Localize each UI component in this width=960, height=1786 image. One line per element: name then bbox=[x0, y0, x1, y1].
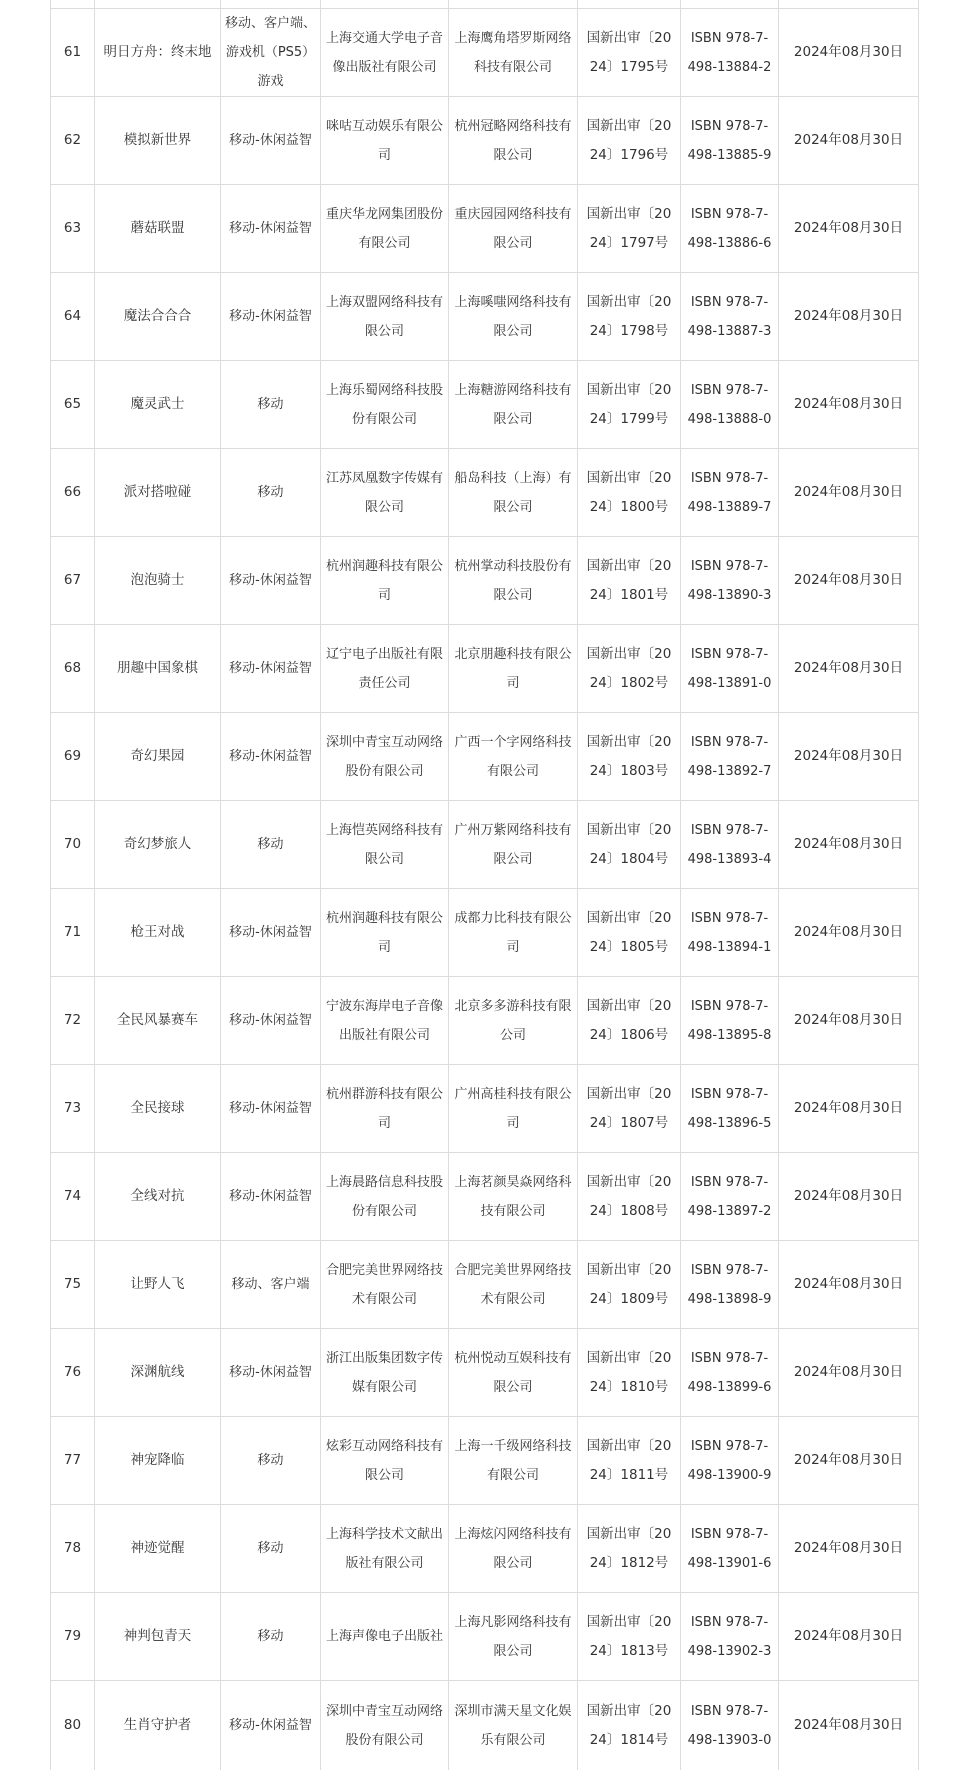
game-category: 移动 bbox=[220, 1593, 320, 1680]
publisher-name: 杭州润趣科技有限公司 bbox=[320, 537, 448, 624]
approval-number: 国新出审〔2024〕1807号 bbox=[577, 1065, 680, 1152]
isbn-number: ISBN 978-7-498-13903-0 bbox=[680, 1681, 778, 1770]
game-name: 神宠降临 bbox=[94, 1417, 220, 1504]
game-category: 移动 bbox=[220, 801, 320, 888]
approval-date: 2024年08月30日 bbox=[778, 9, 919, 96]
table-row bbox=[50, 448, 919, 536]
row-number: 80 bbox=[50, 1681, 94, 1770]
table-top-strip bbox=[50, 0, 919, 8]
operator-name: 上海鹰角塔罗斯网络科技有限公司 bbox=[448, 9, 577, 96]
game-category: 移动 bbox=[220, 1505, 320, 1592]
approval-date: 2024年08月30日 bbox=[778, 1505, 919, 1592]
table-row bbox=[50, 1240, 919, 1328]
table-row bbox=[50, 272, 919, 360]
publisher-name: 上海科学技术文献出版社有限公司 bbox=[320, 1505, 448, 1592]
table-row bbox=[50, 1328, 919, 1416]
game-category: 移动-休闲益智 bbox=[220, 625, 320, 712]
row-number: 79 bbox=[50, 1593, 94, 1680]
operator-name: 广西一个字网络科技有限公司 bbox=[448, 713, 577, 800]
isbn-number: ISBN 978-7-498-13893-4 bbox=[680, 801, 778, 888]
publisher-name: 深圳中青宝互动网络股份有限公司 bbox=[320, 713, 448, 800]
row-number: 63 bbox=[50, 185, 94, 272]
approval-table bbox=[50, 0, 919, 1770]
row-number: 66 bbox=[50, 449, 94, 536]
approval-date: 2024年08月30日 bbox=[778, 1681, 919, 1770]
publisher-name: 深圳中青宝互动网络股份有限公司 bbox=[320, 1681, 448, 1770]
game-name: 模拟新世界 bbox=[94, 97, 220, 184]
game-category: 移动 bbox=[220, 1417, 320, 1504]
approval-date: 2024年08月30日 bbox=[778, 713, 919, 800]
operator-name: 上海糖游网络科技有限公司 bbox=[448, 361, 577, 448]
approval-number: 国新出审〔2024〕1796号 bbox=[577, 97, 680, 184]
game-name: 全民风暴赛车 bbox=[94, 977, 220, 1064]
operator-name: 广州万紫网络科技有限公司 bbox=[448, 801, 577, 888]
approval-date: 2024年08月30日 bbox=[778, 801, 919, 888]
game-name: 明日方舟：终末地 bbox=[94, 9, 220, 96]
game-name: 深渊航线 bbox=[94, 1329, 220, 1416]
isbn-number: ISBN 978-7-498-13896-5 bbox=[680, 1065, 778, 1152]
table-row bbox=[50, 184, 919, 272]
approval-number: 国新出审〔2024〕1801号 bbox=[577, 537, 680, 624]
game-name: 蘑菇联盟 bbox=[94, 185, 220, 272]
game-name: 泡泡骑士 bbox=[94, 537, 220, 624]
isbn-number: ISBN 978-7-498-13887-3 bbox=[680, 273, 778, 360]
approval-number: 国新出审〔2024〕1804号 bbox=[577, 801, 680, 888]
table-row bbox=[50, 1504, 919, 1592]
game-category: 移动 bbox=[220, 449, 320, 536]
table-row bbox=[50, 1592, 919, 1680]
isbn-number: ISBN 978-7-498-13888-0 bbox=[680, 361, 778, 448]
publisher-name: 浙江出版集团数字传媒有限公司 bbox=[320, 1329, 448, 1416]
isbn-number: ISBN 978-7-498-13886-6 bbox=[680, 185, 778, 272]
table-row bbox=[50, 624, 919, 712]
game-category: 移动-休闲益智 bbox=[220, 1681, 320, 1770]
table-row bbox=[50, 1680, 919, 1770]
game-category: 移动-休闲益智 bbox=[220, 1065, 320, 1152]
approval-number: 国新出审〔2024〕1809号 bbox=[577, 1241, 680, 1328]
game-category: 移动-休闲益智 bbox=[220, 889, 320, 976]
row-number: 61 bbox=[50, 9, 94, 96]
approval-date: 2024年08月30日 bbox=[778, 185, 919, 272]
game-category: 移动 bbox=[220, 361, 320, 448]
approval-number: 国新出审〔2024〕1808号 bbox=[577, 1153, 680, 1240]
game-name: 奇幻果园 bbox=[94, 713, 220, 800]
table-row bbox=[50, 976, 919, 1064]
isbn-number: ISBN 978-7-498-13892-7 bbox=[680, 713, 778, 800]
approval-date: 2024年08月30日 bbox=[778, 1417, 919, 1504]
game-name: 让野人飞 bbox=[94, 1241, 220, 1328]
row-number: 67 bbox=[50, 537, 94, 624]
isbn-number: ISBN 978-7-498-13897-2 bbox=[680, 1153, 778, 1240]
game-category: 移动-休闲益智 bbox=[220, 97, 320, 184]
table-body bbox=[50, 8, 919, 1770]
game-name: 全线对抗 bbox=[94, 1153, 220, 1240]
row-number: 73 bbox=[50, 1065, 94, 1152]
publisher-name: 咪咕互动娱乐有限公司 bbox=[320, 97, 448, 184]
operator-name: 广州高桂科技有限公司 bbox=[448, 1065, 577, 1152]
row-number: 72 bbox=[50, 977, 94, 1064]
game-name: 枪王对战 bbox=[94, 889, 220, 976]
game-category: 移动-休闲益智 bbox=[220, 977, 320, 1064]
row-number: 76 bbox=[50, 1329, 94, 1416]
row-number: 64 bbox=[50, 273, 94, 360]
operator-name: 上海茗颜昊焱网络科技有限公司 bbox=[448, 1153, 577, 1240]
game-name: 派对搭啦碰 bbox=[94, 449, 220, 536]
game-category: 移动、客户端、游戏机（PS5）游戏 bbox=[220, 9, 320, 96]
publisher-name: 上海双盟网络科技有限公司 bbox=[320, 273, 448, 360]
publisher-name: 上海乐蜀网络科技股份有限公司 bbox=[320, 361, 448, 448]
publisher-name: 宁波东海岸电子音像出版社有限公司 bbox=[320, 977, 448, 1064]
game-category: 移动-休闲益智 bbox=[220, 537, 320, 624]
operator-name: 重庆园园网络科技有限公司 bbox=[448, 185, 577, 272]
table-row bbox=[50, 536, 919, 624]
approval-date: 2024年08月30日 bbox=[778, 449, 919, 536]
isbn-number: ISBN 978-7-498-13901-6 bbox=[680, 1505, 778, 1592]
approval-date: 2024年08月30日 bbox=[778, 361, 919, 448]
approval-number: 国新出审〔2024〕1797号 bbox=[577, 185, 680, 272]
table-row bbox=[50, 96, 919, 184]
game-category: 移动-休闲益智 bbox=[220, 713, 320, 800]
approval-date: 2024年08月30日 bbox=[778, 97, 919, 184]
operator-name: 深圳市满天星文化娱乐有限公司 bbox=[448, 1681, 577, 1770]
table-row bbox=[50, 1152, 919, 1240]
operator-name: 杭州冠略网络科技有限公司 bbox=[448, 97, 577, 184]
approval-number: 国新出审〔2024〕1814号 bbox=[577, 1681, 680, 1770]
approval-date: 2024年08月30日 bbox=[778, 977, 919, 1064]
publisher-name: 江苏凤凰数字传媒有限公司 bbox=[320, 449, 448, 536]
operator-name: 上海炫闪网络科技有限公司 bbox=[448, 1505, 577, 1592]
row-number: 78 bbox=[50, 1505, 94, 1592]
approval-number: 国新出审〔2024〕1812号 bbox=[577, 1505, 680, 1592]
approval-date: 2024年08月30日 bbox=[778, 889, 919, 976]
publisher-name: 上海恺英网络科技有限公司 bbox=[320, 801, 448, 888]
operator-name: 北京朋趣科技有限公司 bbox=[448, 625, 577, 712]
operator-name: 上海凡影网络科技有限公司 bbox=[448, 1593, 577, 1680]
operator-name: 合肥完美世界网络技术有限公司 bbox=[448, 1241, 577, 1328]
game-category: 移动-休闲益智 bbox=[220, 273, 320, 360]
approval-number: 国新出审〔2024〕1811号 bbox=[577, 1417, 680, 1504]
publisher-name: 上海交通大学电子音像出版社有限公司 bbox=[320, 9, 448, 96]
approval-number: 国新出审〔2024〕1800号 bbox=[577, 449, 680, 536]
approval-date: 2024年08月30日 bbox=[778, 1593, 919, 1680]
game-name: 朋趣中国象棋 bbox=[94, 625, 220, 712]
isbn-number: ISBN 978-7-498-13898-9 bbox=[680, 1241, 778, 1328]
approval-number: 国新出审〔2024〕1795号 bbox=[577, 9, 680, 96]
publisher-name: 杭州润趣科技有限公司 bbox=[320, 889, 448, 976]
isbn-number: ISBN 978-7-498-13885-9 bbox=[680, 97, 778, 184]
approval-date: 2024年08月30日 bbox=[778, 537, 919, 624]
game-name: 全民接球 bbox=[94, 1065, 220, 1152]
isbn-number: ISBN 978-7-498-13889-7 bbox=[680, 449, 778, 536]
table-row bbox=[50, 360, 919, 448]
isbn-number: ISBN 978-7-498-13902-3 bbox=[680, 1593, 778, 1680]
operator-name: 北京多多游科技有限公司 bbox=[448, 977, 577, 1064]
isbn-number: ISBN 978-7-498-13900-9 bbox=[680, 1417, 778, 1504]
game-name: 魔法合合合 bbox=[94, 273, 220, 360]
approval-date: 2024年08月30日 bbox=[778, 1329, 919, 1416]
approval-date: 2024年08月30日 bbox=[778, 625, 919, 712]
publisher-name: 辽宁电子出版社有限责任公司 bbox=[320, 625, 448, 712]
game-name: 魔灵武士 bbox=[94, 361, 220, 448]
operator-name: 成都力比科技有限公司 bbox=[448, 889, 577, 976]
table-row bbox=[50, 712, 919, 800]
approval-number: 国新出审〔2024〕1803号 bbox=[577, 713, 680, 800]
isbn-number: ISBN 978-7-498-13899-6 bbox=[680, 1329, 778, 1416]
row-number: 74 bbox=[50, 1153, 94, 1240]
row-number: 77 bbox=[50, 1417, 94, 1504]
game-category: 移动-休闲益智 bbox=[220, 185, 320, 272]
approval-date: 2024年08月30日 bbox=[778, 1153, 919, 1240]
operator-name: 船岛科技（上海）有限公司 bbox=[448, 449, 577, 536]
operator-name: 杭州悦动互娱科技有限公司 bbox=[448, 1329, 577, 1416]
publisher-name: 上海声像电子出版社 bbox=[320, 1593, 448, 1680]
publisher-name: 重庆华龙网集团股份有限公司 bbox=[320, 185, 448, 272]
isbn-number: ISBN 978-7-498-13891-0 bbox=[680, 625, 778, 712]
row-number: 70 bbox=[50, 801, 94, 888]
table-row bbox=[50, 888, 919, 976]
operator-name: 上海嗘嗤网络科技有限公司 bbox=[448, 273, 577, 360]
game-category: 移动-休闲益智 bbox=[220, 1329, 320, 1416]
row-number: 75 bbox=[50, 1241, 94, 1328]
publisher-name: 合肥完美世界网络技术有限公司 bbox=[320, 1241, 448, 1328]
row-number: 65 bbox=[50, 361, 94, 448]
approval-number: 国新出审〔2024〕1806号 bbox=[577, 977, 680, 1064]
game-name: 生肖守护者 bbox=[94, 1681, 220, 1770]
publisher-name: 上海晨路信息科技股份有限公司 bbox=[320, 1153, 448, 1240]
publisher-name: 炫彩互动网络科技有限公司 bbox=[320, 1417, 448, 1504]
approval-date: 2024年08月30日 bbox=[778, 273, 919, 360]
operator-name: 杭州掌动科技股份有限公司 bbox=[448, 537, 577, 624]
isbn-number: ISBN 978-7-498-13895-8 bbox=[680, 977, 778, 1064]
approval-date: 2024年08月30日 bbox=[778, 1065, 919, 1152]
table-row bbox=[50, 8, 919, 96]
approval-number: 国新出审〔2024〕1805号 bbox=[577, 889, 680, 976]
table-row bbox=[50, 1064, 919, 1152]
isbn-number: ISBN 978-7-498-13894-1 bbox=[680, 889, 778, 976]
isbn-number: ISBN 978-7-498-13884-2 bbox=[680, 9, 778, 96]
operator-name: 上海一千级网络科技有限公司 bbox=[448, 1417, 577, 1504]
row-number: 62 bbox=[50, 97, 94, 184]
approval-number: 国新出审〔2024〕1798号 bbox=[577, 273, 680, 360]
game-name: 奇幻梦旅人 bbox=[94, 801, 220, 888]
game-name: 神迹觉醒 bbox=[94, 1505, 220, 1592]
isbn-number: ISBN 978-7-498-13890-3 bbox=[680, 537, 778, 624]
row-number: 68 bbox=[50, 625, 94, 712]
approval-number: 国新出审〔2024〕1799号 bbox=[577, 361, 680, 448]
approval-number: 国新出审〔2024〕1802号 bbox=[577, 625, 680, 712]
table-row bbox=[50, 1416, 919, 1504]
approval-date: 2024年08月30日 bbox=[778, 1241, 919, 1328]
approval-number: 国新出审〔2024〕1813号 bbox=[577, 1593, 680, 1680]
approval-number: 国新出审〔2024〕1810号 bbox=[577, 1329, 680, 1416]
publisher-name: 杭州群游科技有限公司 bbox=[320, 1065, 448, 1152]
table-row bbox=[50, 800, 919, 888]
row-number: 69 bbox=[50, 713, 94, 800]
game-category: 移动-休闲益智 bbox=[220, 1153, 320, 1240]
row-number: 71 bbox=[50, 889, 94, 976]
game-category: 移动、客户端 bbox=[220, 1241, 320, 1328]
game-name: 神判包青天 bbox=[94, 1593, 220, 1680]
